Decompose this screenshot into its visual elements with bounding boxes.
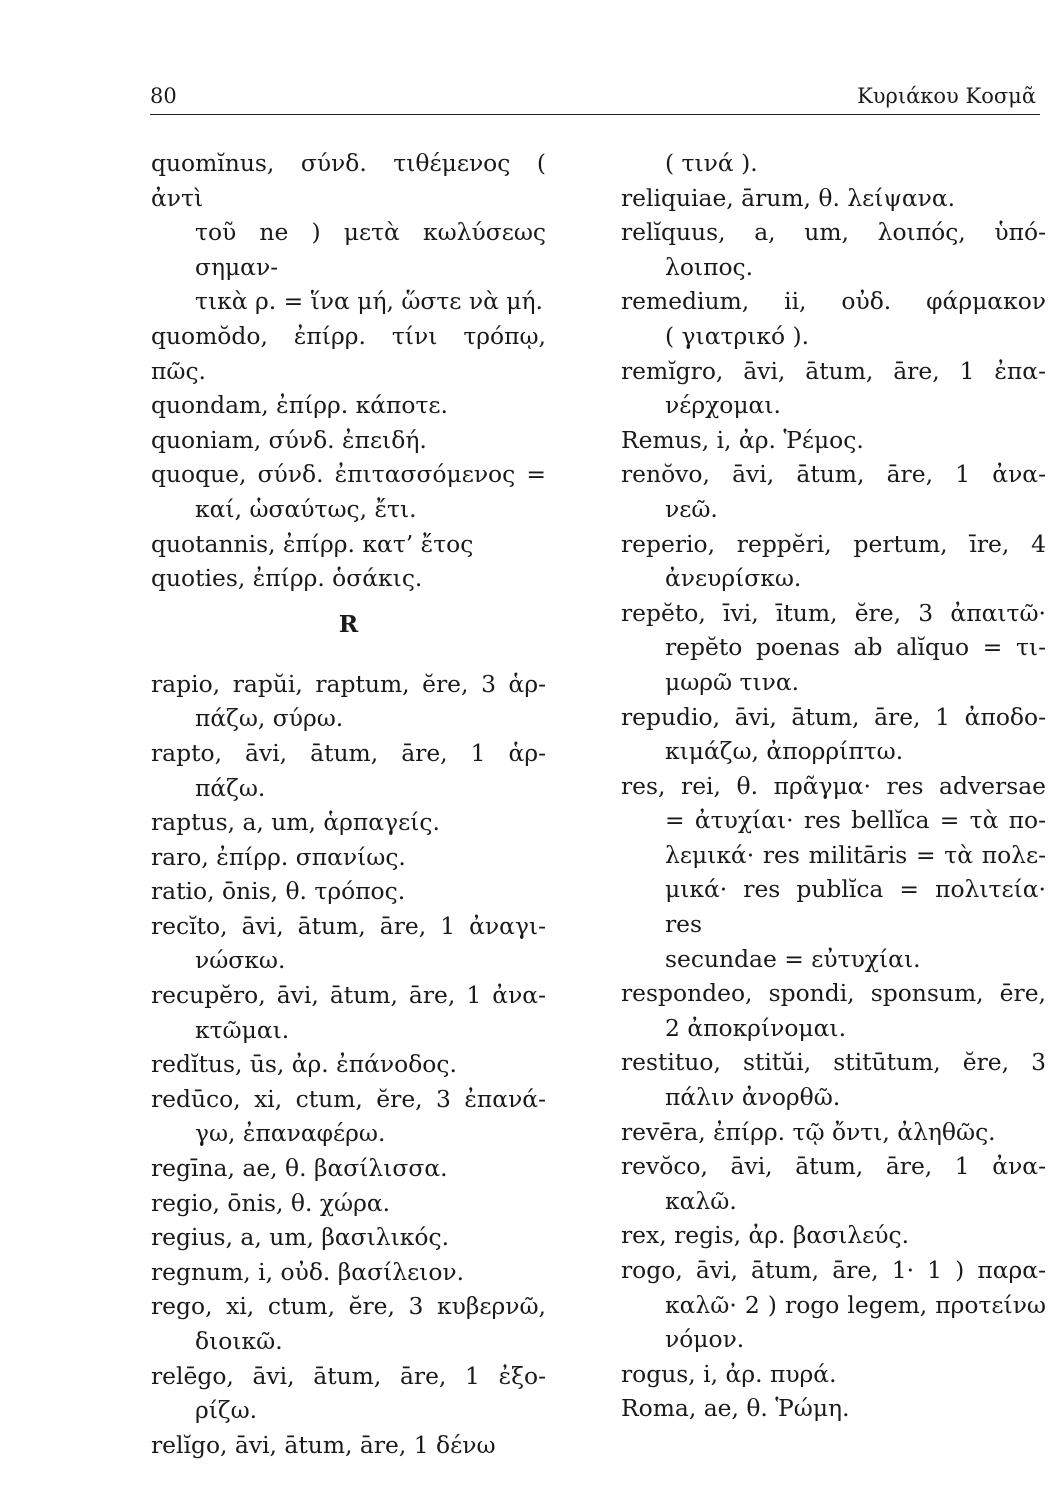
dictionary-entry <box>151 667 546 736</box>
dictionary-entry <box>151 146 546 319</box>
entry-continuation: ἀνευρίσκω. <box>665 564 802 593</box>
entry-headline: regīna, ae, θ. βασίλισσα. <box>151 1154 448 1183</box>
running-head: Κυριάκου Κοσμᾶ <box>857 84 1036 108</box>
entry-headline: recupĕro, āvi, ātum, āre, 1 ἀνα- <box>151 981 546 1010</box>
dictionary-entry <box>621 146 1046 181</box>
dictionary-entry <box>151 978 546 1047</box>
entry-headline: quondam, ἐπίρρ. κάποτε. <box>151 391 448 420</box>
entry-headline: Roma, ae, θ. Ῥώμη. <box>621 1394 850 1423</box>
entry-continuation: νέρχομαι. <box>665 391 781 420</box>
left-column <box>151 146 546 1462</box>
entry-continuation: πάζω. <box>195 773 266 802</box>
entry-continuation: = ἀτυχίαι· res bellĭca = τὰ πο- <box>665 806 1046 835</box>
dictionary-entry <box>621 1218 1046 1253</box>
entry-continuation: πάζω, σύρω. <box>195 704 344 733</box>
entry-continuation: νόμον. <box>665 1325 745 1354</box>
dictionary-entry <box>621 527 1046 596</box>
dictionary-entry <box>151 805 546 840</box>
entry-continuation: κιμάζω, ἀπορρίπτω. <box>665 737 904 766</box>
dictionary-entry <box>621 1149 1046 1218</box>
dictionary-entry <box>151 527 546 562</box>
entry-headline: regio, ōnis, θ. χώρα. <box>151 1188 391 1217</box>
entry-headline: relĭquus, a, um, λοιπός, ὑπό- <box>621 218 1046 247</box>
entry-continuation: ρίζω. <box>195 1396 258 1425</box>
entry-headline: renŏvo, āvi, ātum, āre, 1 ἀνα- <box>621 460 1046 489</box>
dictionary-entry <box>621 700 1046 769</box>
page-number: 80 <box>150 84 177 108</box>
dictionary-entry <box>151 840 546 875</box>
dictionary-entry <box>151 1186 546 1221</box>
entry-headline: rego, xi, ctum, ĕre, 3 κυβερνῶ, <box>151 1292 546 1321</box>
entry-continuation: διοικῶ. <box>195 1327 283 1355</box>
dictionary-entry <box>151 423 546 458</box>
dictionary-entry <box>621 284 1046 353</box>
section-letter: R <box>338 609 359 638</box>
entry-headline: repudio, āvi, ātum, āre, 1 ἀποδο- <box>621 702 1046 731</box>
dictionary-entry <box>621 423 1046 458</box>
entry-continuation: γω, ἐπαναφέρω. <box>195 1119 386 1148</box>
entry-continuation: πάλιν ἀνορθῶ. <box>665 1083 841 1112</box>
dictionary-entry <box>151 319 546 388</box>
entry-continuation: secundae = εὐτυχίαι. <box>665 944 921 973</box>
entry-headline: Remus, i, ἀρ. Ῥέμος. <box>621 425 864 454</box>
dictionary-entry <box>151 1359 546 1428</box>
entry-headline: rex, regis, ἀρ. βασιλεύς. <box>621 1221 910 1250</box>
dictionary-entry <box>151 909 546 978</box>
dictionary-entry <box>621 976 1046 1045</box>
entry-headline: revŏco, āvi, ātum, āre, 1 ἀνα- <box>621 1152 1046 1181</box>
dictionary-entry <box>151 736 546 805</box>
dictionary-entry <box>621 1045 1046 1114</box>
entry-headline: rogo, āvi, ātum, āre, 1· 1 ) παρα- <box>621 1256 1046 1284</box>
dictionary-entry <box>621 457 1046 526</box>
entry-headline: restituo, stitŭi, stitūtum, ĕre, 3 <box>621 1048 1046 1077</box>
entry-headline: repĕto, īvi, ītum, ĕre, 3 ἀπαιτῶ· <box>621 598 1046 627</box>
entry-headline: quomĭnus, σύνδ. τιθέμενος ( ἀντὶ <box>151 149 546 212</box>
dictionary-entry <box>151 1289 546 1358</box>
page-header <box>150 74 1040 114</box>
dictionary-entry <box>151 457 546 526</box>
entry-continuation: μωρῶ τινα. <box>665 667 800 696</box>
entry-headline: rapio, rapŭi, raptum, ĕre, 3 ἁρ- <box>151 669 546 698</box>
dictionary-entry <box>621 181 1046 216</box>
dictionary-entry <box>151 1428 546 1463</box>
dictionary-entry <box>621 1115 1046 1150</box>
entry-headline: quoties, ἐπίρρ. ὁσάκις. <box>151 564 423 593</box>
entry-continuation: λεμικά· res militāris = τὰ πολε- <box>665 840 1046 869</box>
entry-headline: res, rei, θ. πρᾶγμα· res adversae <box>621 771 1046 800</box>
entry-continuation: μικά· res publĭca = πολιτεία· res <box>665 875 1046 939</box>
dictionary-entry <box>621 596 1046 700</box>
entry-headline: reperio, reppĕri, pertum, īre, 4 <box>621 529 1046 558</box>
dictionary-entry <box>621 769 1046 977</box>
entry-headline: regius, a, um, βασιλικός. <box>151 1223 450 1252</box>
dictionary-entry <box>621 1357 1046 1392</box>
entry-continuation: νώσκω. <box>195 946 286 975</box>
entry-headline: rogus, i, ἀρ. πυρά. <box>621 1359 837 1388</box>
entry-continuation: καλῶ· 2 ) rogo legem, προτείνω <box>665 1290 1046 1319</box>
dictionary-entry <box>621 1391 1046 1426</box>
entry-headline: ratio, ōnis, θ. τρόπος. <box>151 877 406 906</box>
entry-headline: relĭgo, āvi, ātum, āre, 1 δένω <box>151 1430 496 1459</box>
entry-continuation: 2 ἀποκρίνομαι. <box>665 1013 847 1042</box>
entry-continuation: λοιπος. <box>665 252 754 281</box>
entry-continuation: τοῦ ne ) μετὰ κωλύσεως σημαν- <box>195 218 546 281</box>
entry-headline: regnum, i, οὐδ. βασίλειον. <box>151 1257 465 1286</box>
entry-continuation: τικὰ ρ. = ἵνα μή, ὥστε νὰ μή. <box>195 287 543 316</box>
header-rule <box>150 114 1040 115</box>
dictionary-entry <box>621 354 1046 423</box>
entry-headline: redūco, xi, ctum, ĕre, 3 ἐπανά- <box>151 1084 546 1113</box>
entry-headline: respondeo, spondi, sponsum, ēre, <box>621 979 1046 1008</box>
dictionary-entry <box>151 1082 546 1151</box>
entry-continuation: ( γιατρικό ). <box>665 321 810 350</box>
entry-headline: relēgo, āvi, ātum, āre, 1 ἐξο- <box>151 1361 546 1390</box>
entry-headline: reliquiae, ārum, θ. λείψανα. <box>621 183 956 212</box>
dictionary-entry <box>151 1255 546 1290</box>
dictionary-entry <box>151 1220 546 1255</box>
entry-headline: revēra, ἐπίρρ. τῷ ὄντι, ἀληθῶς. <box>621 1117 996 1146</box>
dictionary-entry <box>621 1253 1046 1357</box>
dictionary-entry <box>151 1047 546 1082</box>
dictionary-entry <box>151 1151 546 1186</box>
entry-headline: remedium, ii, οὐδ. φάρμακον <box>621 287 1046 316</box>
dictionary-entry <box>151 874 546 909</box>
entry-headline: raro, ἐπίρρ. σπανίως. <box>151 842 406 871</box>
entry-headline: quoniam, σύνδ. ἐπειδή. <box>151 425 427 454</box>
entry-continuation: καλῶ. <box>665 1186 737 1215</box>
entry-continuation: καί, ὡσαύτως, ἔτι. <box>195 494 417 523</box>
entry-headline: quomŏdo, ἐπίρρ. τίνι τρόπῳ, πῶς. <box>151 321 546 385</box>
entry-headline: recĭto, āvi, ātum, āre, 1 ἀναγι- <box>151 911 546 940</box>
entry-headline: remĭgro, āvi, ātum, āre, 1 ἐπα- <box>621 356 1046 385</box>
entry-continuation: repĕto poenas ab alĭquo = τι- <box>665 633 1046 662</box>
entry-headline: quoque, σύνδ. ἐπιτασσόμενος = <box>151 460 546 489</box>
dictionary-entry <box>151 388 546 423</box>
entry-continuation: νεῶ. <box>665 494 718 523</box>
entry-continuation: κτῶμαι. <box>195 1015 290 1044</box>
entry-headline: raptus, a, um, ἁρπαγείς. <box>151 808 440 837</box>
entry-headline: ( τινά ). <box>665 149 758 177</box>
entry-headline: quotannis, ἐπίρρ. κατ’ ἔτος <box>151 529 474 558</box>
right-column <box>621 146 1046 1426</box>
entry-headline: redĭtus, ūs, ἀρ. ἐπάνοδος. <box>151 1050 457 1079</box>
entry-headline: rapto, āvi, ātum, āre, 1 ἁρ- <box>151 738 546 767</box>
dictionary-entry <box>621 215 1046 284</box>
dictionary-entry <box>151 561 546 596</box>
